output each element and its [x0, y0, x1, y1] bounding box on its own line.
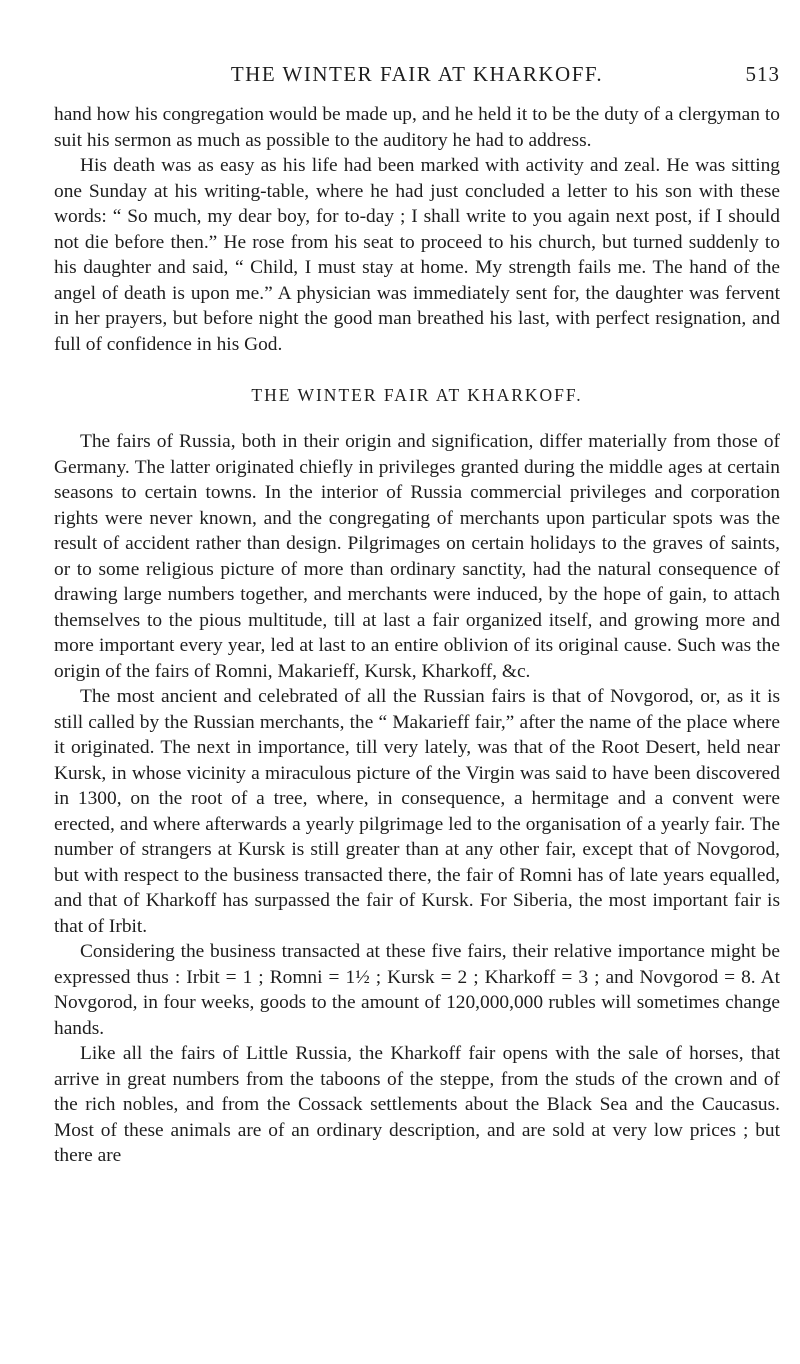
section-heading: THE WINTER FAIR AT KHARKOFF. — [251, 385, 583, 405]
running-head — [54, 62, 780, 92]
running-title: THE WINTER FAIR AT KHARKOFF. — [230, 62, 604, 86]
page-body — [54, 102, 780, 1169]
paragraph-business: Considering the business transacted at these five fairs, their relative importance might be expressed thus : Irbit = 1 ; Romni = 1½ ; Kursk = 2 ; Kharkoff = 3 ; and Novgorod = 8. At Novgorod, in four weeks, goods to the amount of 120,000,000 rubles will sometimes change hands. — [54, 941, 780, 1039]
page-number: 513 — [745, 62, 780, 86]
paragraph-fairs: The fairs of Russia, both in their origin and signification, differ materially from those of Germany. The latter originated chiefly in privileges granted during the middle ages at certain seasons to certain towns. In the interior of Russia commercial privileges and corporation rights were never known, and the congregating of merchants upon particular spots was the result of accident rather than design. Pilgrimages on certain holidays to the graves of saints, or to some religious picture of more than ordinary sanctity, had the natural consequence of drawing large numbers together, and merchants were induced, by the hope of gain, to attach themselves to the pious multitude, till at last a fair organized itself, and growing more and more important every year, led at last to an entire oblivion of its original cause. Such was the origin of the fairs of Romni, Makarieff, Kursk, Kharkoff, &c. — [54, 431, 780, 682]
paragraph-ancient-fairs: The most ancient and celebrated of all the Russian fairs is that of Novgorod, or, as it is still called by the Russian merchants, the “ Makarieff fair,” after the name of the place where it originated. The next in importance, till very lately, was that of the Root Desert, held near Kursk, in whose vicinity a miraculous picture of the Virgin was said to have been discovered in 1300, on the root of a tree, where, in consequence, a hermitage and a convent were erected, and where afterwards a yearly pilgrimage led to the organisation of a yearly fair. The number of strangers at Kursk is still greater than at any other fair, except that of Novgorod, but with respect to the business transacted there, the fair of Romni has of late years equalled, and that of Kharkoff has surpassed the fair of Kursk. For Siberia, the most important fair is that of Irbit. — [54, 686, 780, 937]
paragraph-death: His death was as easy as his life had been marked with activity and zeal. He was sitting one Sunday at his writing-table, where he had just concluded a letter to his son with these words: “ So much, my dear boy, for to-day ; I shall write to you again next post, if I should not die before then.” He rose from his seat to proceed to his church, but turned suddenly to his daughter and said, “ Child, I must stay at home. My strength fails me. The hand of the angel of death is upon me.” A physician was immediately sent for, the daughter was fervent in her prayers, but before night the good man breathed his last, with perfect resignation, and full of confidence in his God. — [54, 155, 780, 355]
paragraph-continued: hand how his congregation would be made up, and he held it to be the duty of a clergyman to suit his sermon as much as possible to the auditory he had to address. — [54, 104, 780, 151]
paragraph-horses: Like all the fairs of Little Russia, the Kharkoff fair opens with the sale of horses, that arrive in great numbers from the taboons of the steppe, from the studs of the crown and of the rich nobles, and from the Cossack settlements about the Black Sea and the Caucasus. Most of these animals are of an ordinary description, and are sold at very low prices ; but there are — [54, 1043, 780, 1166]
